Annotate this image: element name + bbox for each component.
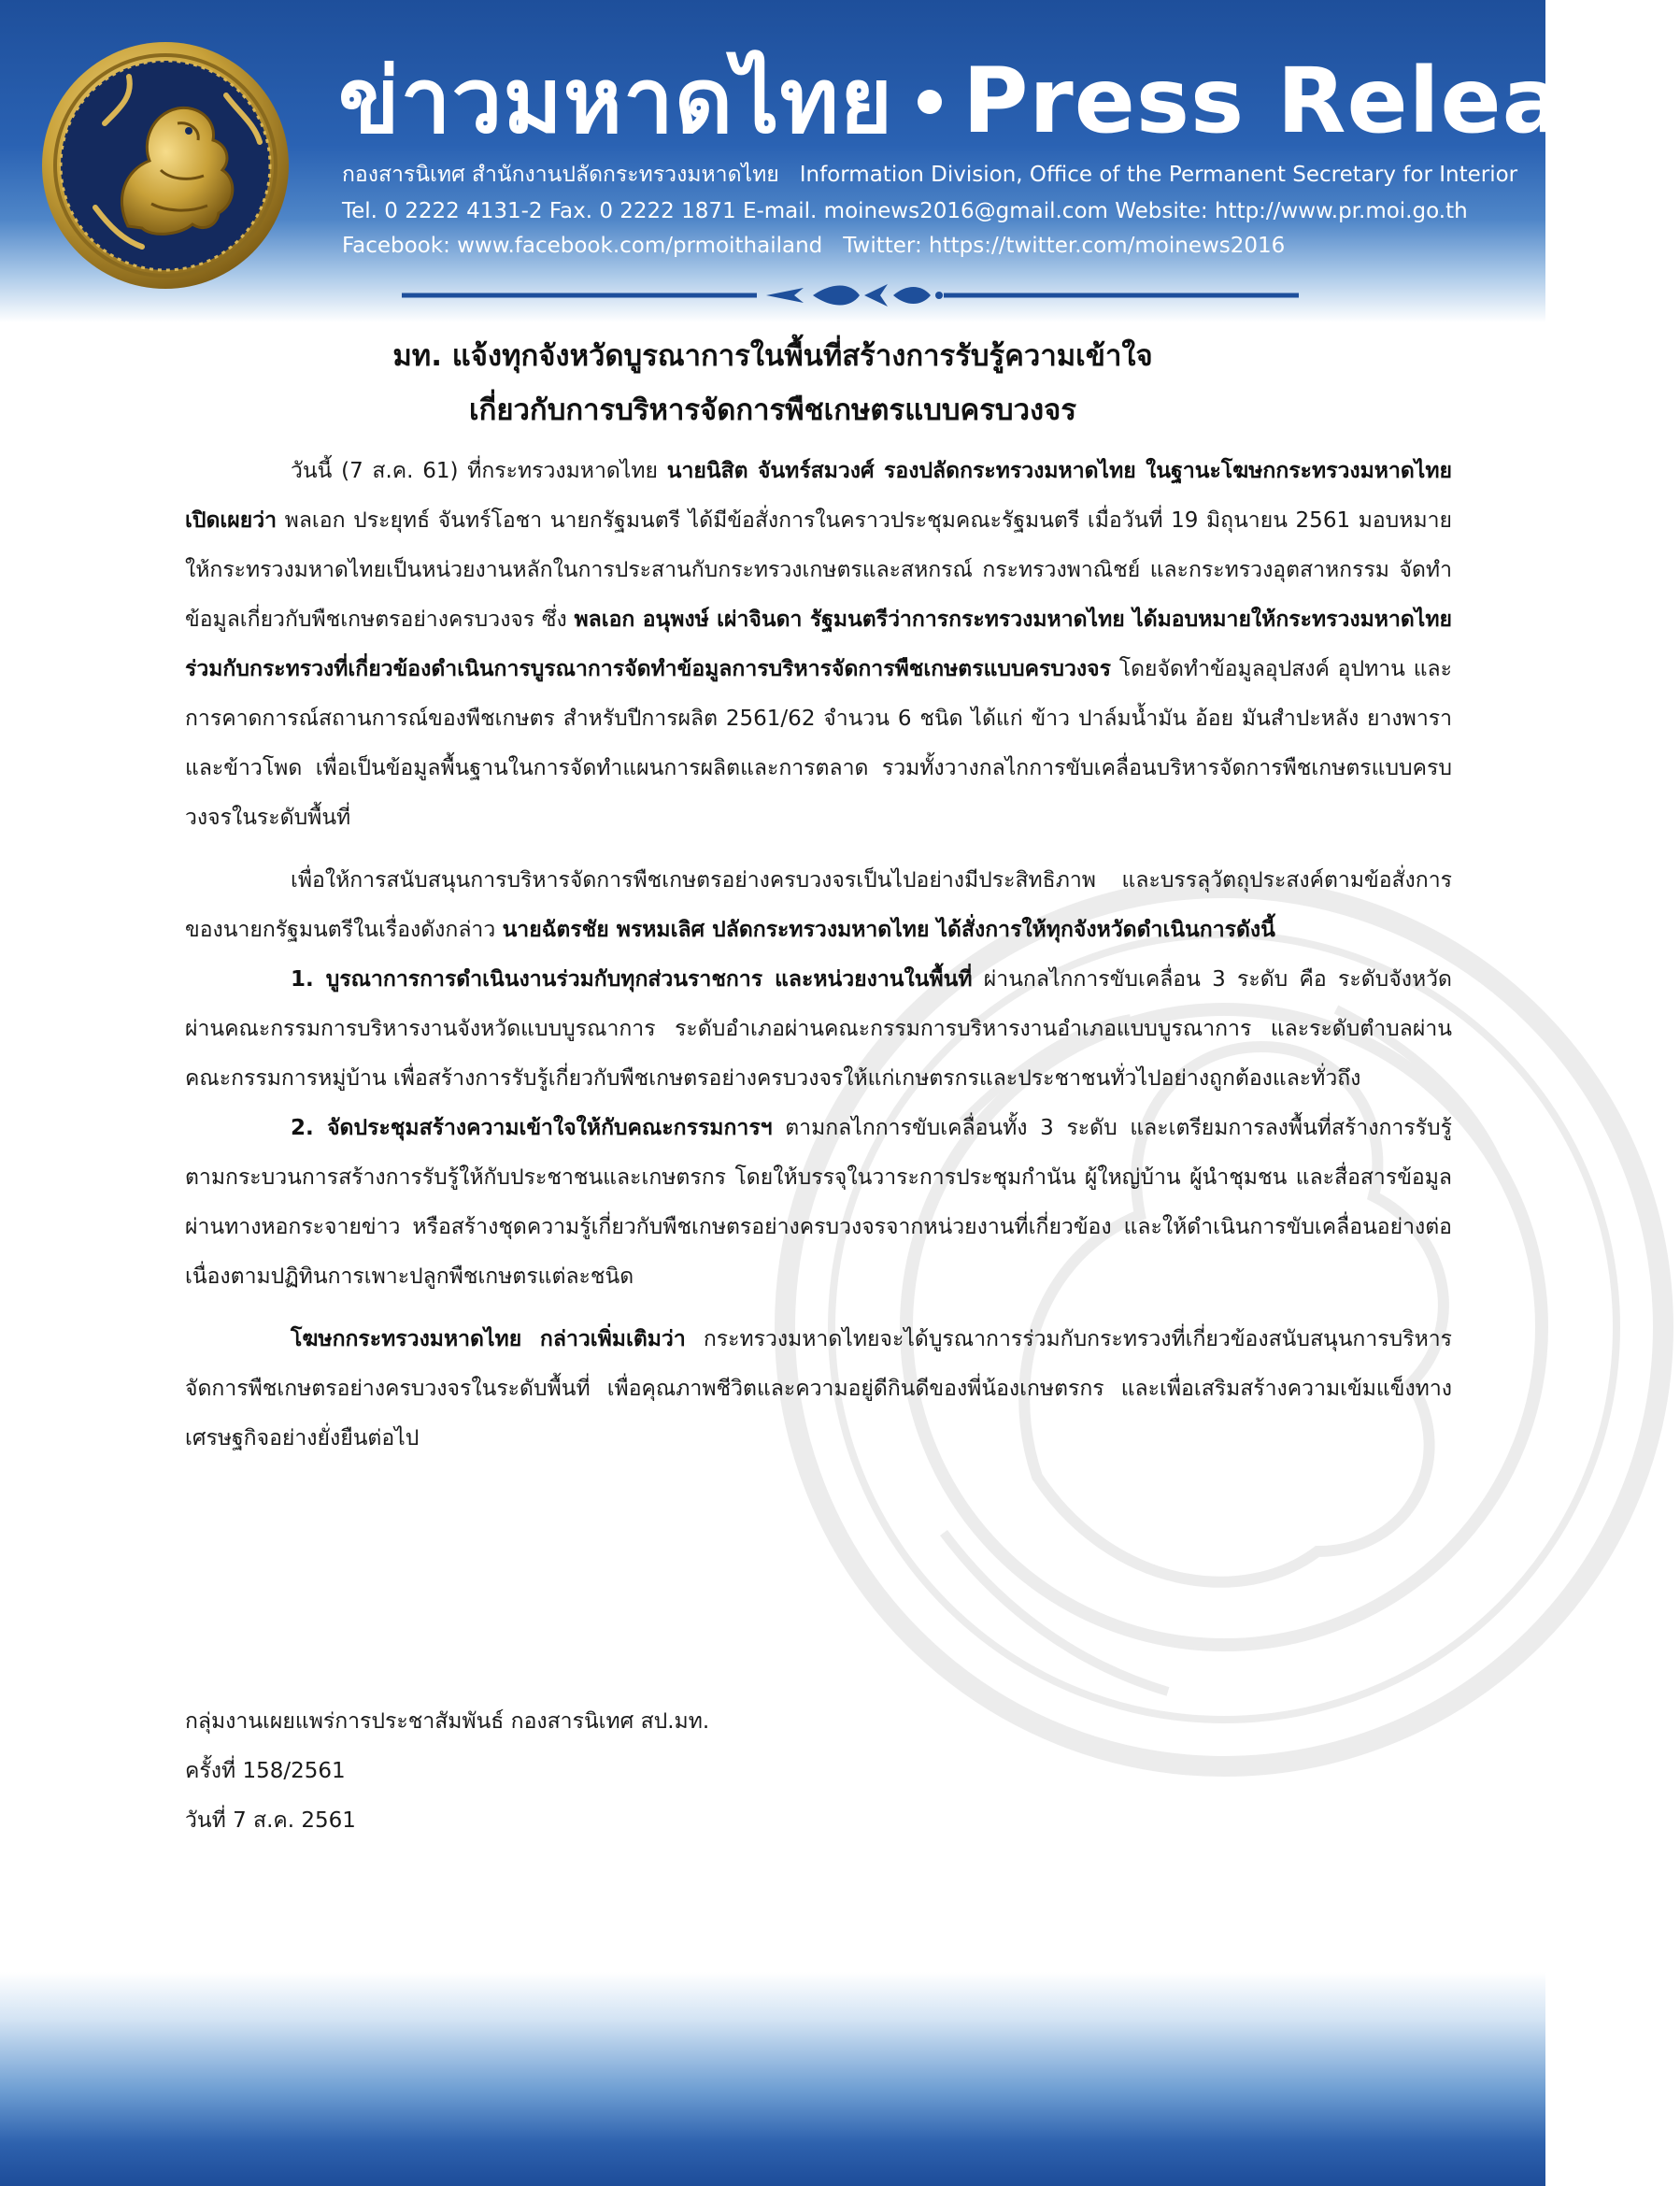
organization-english: Information Division, Office of the Permanent Secretary for Interior	[799, 163, 1518, 187]
paragraph-3-text: กระทรวงมหาดไทยจะได้บูรณาการร่วมกับกระทรวงที่เกี่ยวข้องสนับสนุนการบริหารจัดการพืชเกษตรอย่างครบวงจรในระดับพื้นที่ เพื่อคุณภาพชีวิตและความอยู่ดีกินดีของพี่น้องเกษตรกร และเพื่อเสริมสร้างความเข้มแข็งทางเศรษฐกิจอย่างยั่งยืนต่อไป	[185, 1327, 1453, 1450]
bullet-dot-icon	[918, 90, 942, 114]
divider-ornament-icon	[402, 277, 1299, 314]
footer-department: กลุ่มงานเผยแพร่การประชาสัมพันธ์ กองสารนิเทศ สป.มท.	[185, 1709, 710, 1734]
paragraph-1	[185, 447, 1452, 843]
paragraph-1-text-a: วันนี้ (7 ส.ค. 61) ที่กระทรวงมหาดไทย	[291, 459, 667, 483]
header-band	[0, 0, 1680, 322]
paragraph-1-bold-b: พลเอก อนุพงษ์ เผ่าจินดา รัฐมนตรีว่าการกระทรวงมหาดไทย ได้มอบหมายให้กระทรวงมหาดไทยร่วมกับกระทรวงที่เกี่ยวข้องดำเนินการบูรณาการจัดทำข้อมูลการบริหารจัดการพืชเกษตรแบบครบวงจร	[185, 607, 1452, 681]
headline-line-2: เกี่ยวกับการบริหารจัดการพืชเกษตรแบบครบวงจร	[469, 393, 1076, 427]
headline	[187, 329, 1359, 437]
ministry-seal-icon	[39, 39, 292, 292]
paragraph-2-text: เพื่อให้การสนับสนุนการบริหารจัดการพืชเกษตรอย่างครบวงจรเป็นไปอย่างมีประสิทธิภาพ และบรรลุวัตถุประสงค์ตามข้อสั่งการของนายกรัฐมนตรีในเรื่องดังกล่าว	[185, 868, 1452, 942]
paragraph-2-bold: นายฉัตรชัย พรหมเลิศ ปลัดกระทรวงมหาดไทย ได้สั่งการให้ทุกจังหวัดดำเนินการดังนี้	[502, 918, 1275, 942]
twitter-link[interactable]: Twitter: https://twitter.com/moinews2016	[843, 234, 1286, 258]
social-line	[342, 230, 1529, 262]
list-item-1-text: ผ่านกลไกการขับเคลื่อน 3 ระดับ คือ ระดับจังหวัดผ่านคณะกรรมการบริหารงานจังหวัดแบบบูรณาการ ระดับอำเภอผ่านคณะกรรมการบริหารงานอำเภอแบบบูรณาการ และระดับตำบลผ่านคณะกรรมการหมู่บ้าน เพื่อสร้างการรับรู้เกี่ยวกับพืชเกษตรอย่างครบวงจรให้แก่เกษตรกรและประชาชนทั่วไปอย่างถูกต้องและทั่วถึง	[185, 967, 1452, 1091]
footer-info	[185, 1697, 1213, 1846]
paragraph-2	[185, 856, 1452, 955]
footer-date: วันที่ 7 ส.ค. 2561	[185, 1808, 356, 1833]
contact-line: Tel. 0 2222 4131-2 Fax. 0 2222 1871 E-mail. moinews2016@gmail.com Website: http://www.pr.moi.go.th	[342, 199, 1468, 223]
bottom-band	[0, 1972, 1545, 2186]
organization-line	[342, 159, 1529, 191]
list-item-1-heading: 1. บูรณาการการดำเนินงานร่วมกับทุกส่วนราชการ และหน่วยงานในพื้นที่	[291, 967, 973, 992]
paragraph-3	[185, 1315, 1452, 1464]
list-item-2-text: ตามกลไกการขับเคลื่อนทั้ง 3 ระดับ และเตรียมการลงพื้นที่สร้างการรับรู้ตามกระบวนการสร้างการรับรู้ให้กับประชาชนและเกษตรกร โดยให้บรรจุในวาระการประชุมกำนัน ผู้ใหญ่บ้าน ผู้นำชุมชน และสื่อสารข้อมูลผ่านทางหอกระจายข่าว หรือสร้างชุดความรู้เกี่ยวกับพืชเกษตรอย่างครบวงจรจากหน่วยงานที่เกี่ยวข้อง และให้ดำเนินการขับเคลื่อนอย่างต่อเนื่องตามปฏิทินการเพาะปลูกพืชเกษตรแต่ละชนิด	[185, 1116, 1452, 1289]
masthead-english: Press Release	[962, 49, 1680, 153]
article-body	[185, 447, 1452, 1464]
paragraph-1-text-c: โดยจัดทำข้อมูลอุปสงค์ อุปทาน และการคาดการณ์สถานการณ์ของพืชเกษตร สำหรับปีการผลิต 2561/62 จำนวน 6 ชนิด ได้แก่ ข้าว ปาล์มน้ำมัน อ้อย มันสำปะหลัง ยางพารา และข้าวโพด เพื่อเป็นข้อมูลพื้นฐานในการจัดทำแผนการผลิตและการตลาด รวมทั้งวางกลไกการขับเคลื่อนบริหารจัดการพืชเกษตรแบบครบวงจรในระดับพื้นที่	[185, 657, 1452, 830]
organization-thai: กองสารนิเทศ สำนักงานปลัดกระทรวงมหาดไทย	[342, 163, 779, 187]
masthead	[338, 45, 1680, 157]
paragraph-1-bold-a: นายนิสิต จันทร์สมวงศ์ รองปลัดกระทรวงมหาดไทย ในฐานะโฆษกกระทรวงมหาดไทย เปิดเผยว่า	[185, 459, 1452, 533]
list-item-2-heading: 2. จัดประชุมสร้างความเข้าใจให้กับคณะกรรมการฯ	[291, 1116, 773, 1140]
footer-issue: ครั้งที่ 158/2561	[185, 1759, 346, 1783]
paragraph-1-text-b: พลเอก ประยุทธ์ จันทร์โอชา นายกรัฐมนตรี ได้มีข้อสั่งการในคราวประชุมคณะรัฐมนตรี เมื่อวันที่ 19 มิถุนายน 2561 มอบหมายให้กระทรวงมหาดไทยเป็นหน่วยงานหลักในการประสานกับกระทรวงเกษตรและสหกรณ์ กระทรวงพาณิชย์ และกระทรวงอุตสาหกรรม จัดทำข้อมูลเกี่ยวกับพืชเกษตรอย่างครบวงจร ซึ่ง	[185, 508, 1452, 632]
list-item-1	[185, 955, 1452, 1104]
paragraph-3-bold: โฆษกกระทรวงมหาดไทย กล่าวเพิ่มเติมว่า	[291, 1327, 686, 1351]
list-item-2	[185, 1104, 1452, 1302]
facebook-link[interactable]: Facebook: www.facebook.com/prmoithailand	[342, 234, 823, 258]
headline-line-1: มท. แจ้งทุกจังหวัดบูรณาการในพื้นที่สร้างการรับรู้ความเข้าใจ	[392, 339, 1153, 373]
masthead-thai: ข่าวมหาดไทย	[338, 49, 894, 153]
